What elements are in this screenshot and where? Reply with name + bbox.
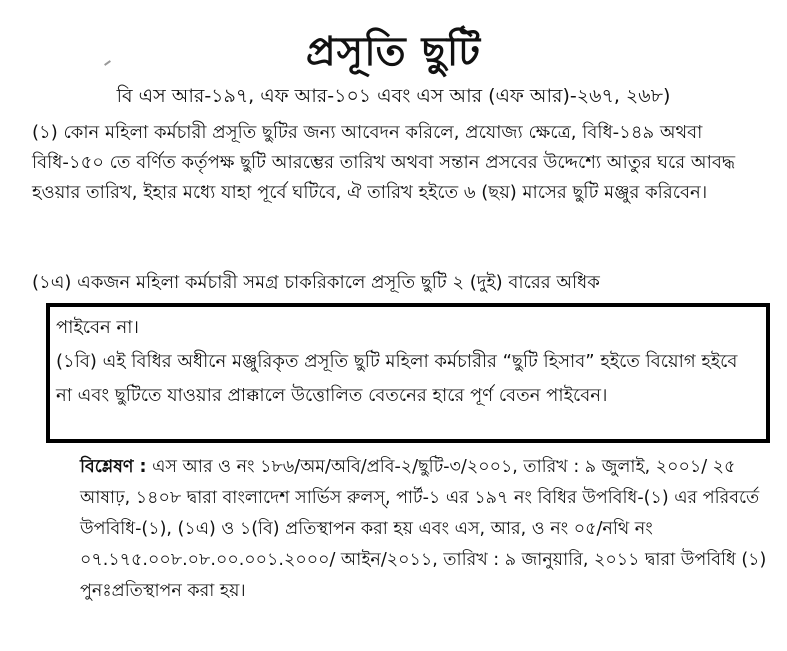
clause-1b: (১বি) এই বিধির অধীনে মঞ্জুরিকৃত প্রসূতি ছুটি মহিলা কর্মচারীর “ছুটি হিসাব” হইতে বিয়োগ হইবে না এবং ছুটিতে যাওয়ার প্রাক্কালে উত্তোলিত বেতনের হারে পূর্ণ বেতন পাইবেন। [56, 351, 738, 406]
clause-1a-continued: পাইবেন না। [56, 317, 139, 338]
rule-reference: বি এস আর-১৯৭, এফ আর-১০১ এবং এস আর (এফ আর)-২৬৭, ২৬৮) [116, 85, 671, 107]
page-title: প্রসূতি ছুটি [305, 29, 482, 75]
highlight-content [56, 311, 756, 413]
highlight-box [46, 303, 770, 443]
clause-1: (১) কোন মহিলা কর্মচারী প্রসূতি ছুটির জন্য আবেদন করিলে, প্রযোজ্য ক্ষেত্রে, বিধি-১৪৯ অথবা বিধি-১৫০ তে বর্ণিত কর্তৃপক্ষ ছুটি আরম্ভের তারিখ অথবা সন্তান প্রসবের উদ্দেশ্যে আতুর ঘরে আবদ্ধ হওয়ার তারিখ, ইহার মধ্যে যাহা পূর্বে ঘটিবে, ঐ তারিখ হইতে ৬ (ছয়) মাসের ছুটি মঞ্জুর করিবেন। [32, 122, 736, 203]
analysis-text: এস আর ও নং ১৮৬/অম/অবি/প্রবি-২/ছুটি-৩/২০০১, তারিখ : ৯ জুলাই, ২০০১/ ২৫ আষাঢ়, ১৪০৮ দ্বারা বাংলাদেশ সার্ভিস রুলস্, পার্ট-১ এর ১৯৭ নং বিধির উপবিধি-(১) এর পরিবর্তে উপবিধি-(১), (১এ) ও ১(বি) প্রতিস্থাপন করা হয় এবং এস, আর, ও নং ০৫/নথি নং ০৭.১৭৫.০০৮.০৮.০০.০০১.২০০০/ আইন/২০১১, তারিখ : ৯ জানুয়ারি, ২০১১ দ্বারা উপবিধি (১) পুনঃপ্রতিস্থাপন করা হয়। [80, 457, 767, 601]
analysis-label: বিশ্লেষণ : [80, 457, 147, 477]
clause-1a: (১এ) একজন মহিলা কর্মচারী সমগ্র চাকরিকালে প্রসূতি ছুটি ২ (দুই) বারের অধিক [32, 272, 600, 293]
analysis-note [80, 452, 770, 607]
